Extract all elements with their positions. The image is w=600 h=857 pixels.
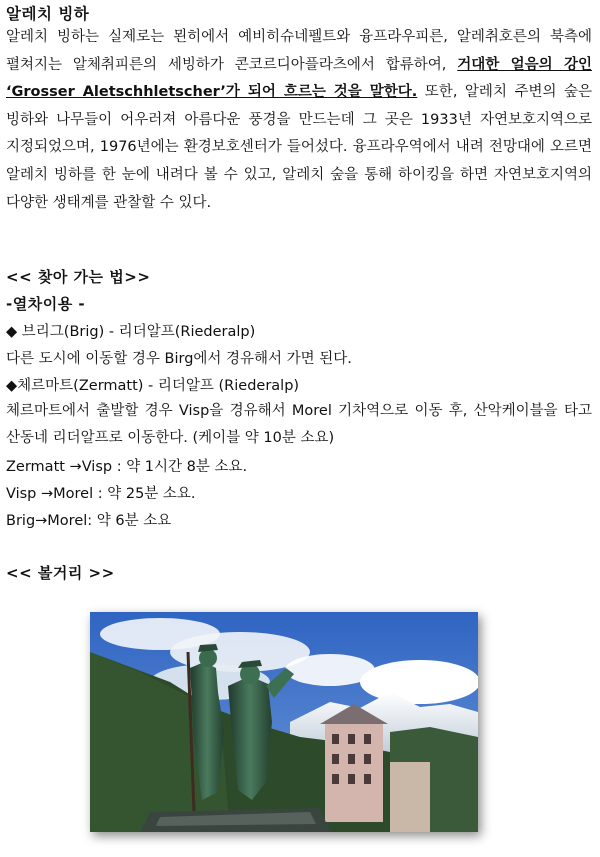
travel-time-zermatt-visp: Zermatt →Visp : 약 1시간 8분 소요. xyxy=(6,459,248,475)
route-zermatt-note: 체르마트에서 출발할 경우 Visp을 경유해서 Morel 기차역으로 이동 후, 산악케이블을 타고 산동네 리더알프로 이동한다. (케이블 약 10분 소요) xyxy=(6,403,592,446)
document-title: 알레치 빙하 xyxy=(6,5,90,23)
route-brig-note: 다른 도시에 이동할 경우 Birg에서 경유해서 가면 된다. xyxy=(6,351,352,367)
intro-text-a: 알레치 빙하는 실제로는 묀히에서 예비히슈네펠트와 융프라우피른, 알레취호른의 북측에 펼쳐지는 알체취피른의 세빙하가 콘코르디아플라츠에서 합류하여, xyxy=(6,29,592,73)
intro-paragraph xyxy=(6,24,592,217)
route-brig-riederalp: ◆ 브리그(Brig) - 리더알프(Riederalp) xyxy=(6,324,256,340)
travel-time-visp-morel: Visp →Morel : 약 25분 소요. xyxy=(6,486,196,502)
train-subheading: -열차이용 - xyxy=(6,295,86,313)
intro-emphasis: 거대한 얼음의 강인 ‘Grosser Aletschhletscher’가 되어 흐르는 것을 말한다. xyxy=(6,56,592,101)
intro-text-b: 또한, 알레치 주변의 숲은 빙하와 나무들이 어우러져 아름다운 풍경을 만드는데 그 곳은 1933년 자연보호지역으로 지정되었으며, 1976년에는 환경보호센터가 들어섰다. 융프라우역에서 내려 전망대에 오르면 알레치 빙하를 한 눈에 내려다 볼 수 있고, 알레치 숲을 통해 하이킹을 하면 자연보호지역의 다양한 생태계를 관찰할 수 있다. xyxy=(6,84,592,211)
statue-photo xyxy=(90,612,478,832)
directions-heading: << 찾아 가는 법>> xyxy=(6,268,151,286)
route-zermatt-riederalp: ◆체르마트(Zermatt) - 리더알프 (Riederalp) xyxy=(6,378,300,394)
travel-time-brig-morel: Brig→Morel: 약 6분 소요 xyxy=(6,513,172,529)
sights-heading: << 볼거리 >> xyxy=(6,564,115,582)
